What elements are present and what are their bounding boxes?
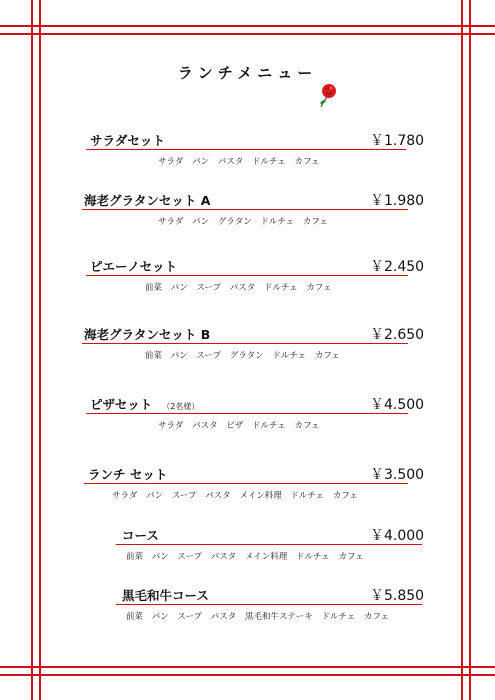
menu-item-course [0, 528, 495, 572]
item-price: ￥4.500 [370, 397, 425, 413]
item-name: コース [122, 528, 159, 543]
menu-item-gratin-set-a [0, 193, 495, 237]
item-price: ￥2.450 [370, 259, 425, 275]
item-description: サラダ パスタ ピザ ドルチェ カフェ [158, 421, 320, 431]
item-underline [82, 209, 408, 210]
item-underline [86, 149, 406, 150]
border-line-top-inner [0, 33, 495, 35]
item-underline [116, 604, 422, 605]
item-name: ピザセット （2名様） [90, 397, 200, 412]
item-underline [86, 413, 408, 414]
item-description: 前菜 パン スープ パスタ 黒毛和牛ステーキ ドルチェ カフェ [126, 612, 390, 622]
item-name: 海老グラタンセット A [84, 193, 211, 208]
item-name: サラダセット [90, 133, 165, 148]
item-underline [86, 275, 408, 276]
item-description: 前菜 パン スープ グラタン ドルチェ カフェ [145, 351, 340, 361]
border-line-bottom-inner [0, 666, 495, 668]
item-name: 海老グラタンセット B [84, 327, 211, 342]
item-description: 前菜 パン スープ パスタ メイン料理 ドルチェ カフェ [126, 552, 364, 562]
item-price: ￥2.650 [370, 327, 425, 343]
border-line-bottom-outer [0, 674, 495, 676]
menu-item-lunch-set [0, 467, 495, 511]
item-name: ランチ セット [88, 467, 168, 482]
menu-item-pieno-set [0, 259, 495, 303]
item-note: （2名様） [162, 402, 200, 411]
item-price: ￥5.850 [370, 588, 425, 604]
item-underline [82, 343, 408, 344]
menu-item-gratin-set-b [0, 327, 495, 371]
item-description: サラダ パン グラタン ドルチェ カフェ [158, 217, 328, 227]
menu-item-salad-set [0, 133, 495, 177]
item-underline [84, 483, 408, 484]
item-underline [116, 544, 422, 545]
item-description: サラダ パン スープ パスタ メイン料理 ドルチェ カフェ [112, 491, 358, 501]
border-line-top-outer [0, 25, 495, 27]
item-description: 前菜 パン スープ パスタ ドルチェ カフェ [145, 283, 332, 293]
item-description: サラダ パン パスタ ドルチェ カフェ [158, 157, 320, 167]
item-name: 黒毛和牛コース [122, 588, 209, 603]
item-name: ピエーノセット [90, 259, 178, 274]
menu-item-wagyu-course [0, 588, 495, 632]
menu-title: ランチメニュー [177, 64, 318, 82]
item-price: ￥3.500 [370, 467, 425, 483]
menu-item-pizza-set [0, 397, 495, 441]
item-price: ￥4.000 [370, 528, 425, 544]
item-price: ￥1.980 [370, 193, 425, 209]
item-price: ￥1.780 [370, 133, 425, 149]
rose-icon [316, 82, 340, 108]
